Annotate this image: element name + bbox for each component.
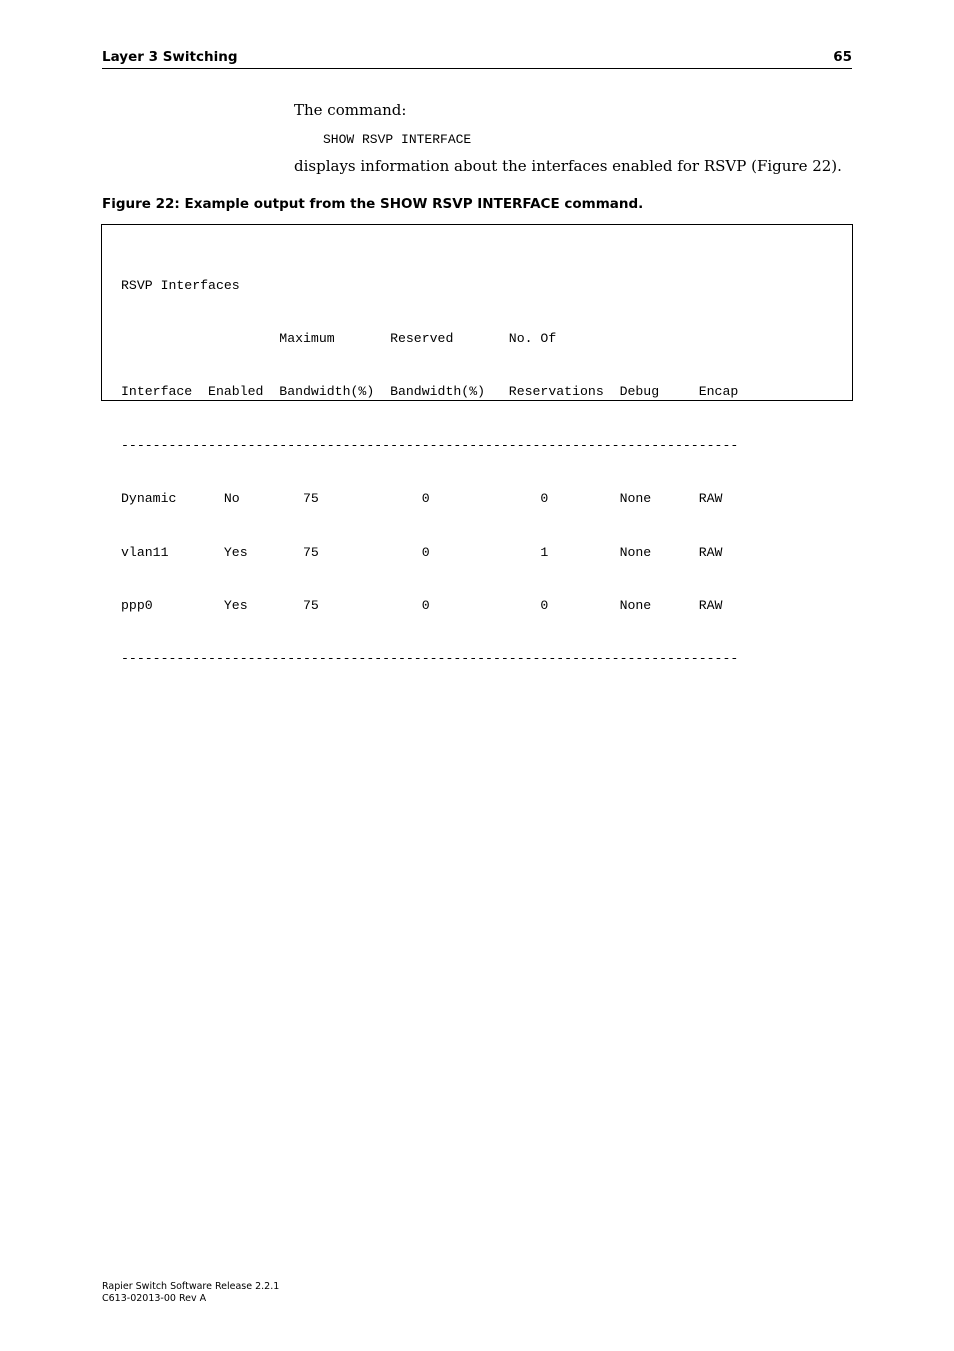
output-row-vlan11: vlan11 Yes 75 0 1 None RAW bbox=[121, 544, 723, 560]
figure-caption: Figure 22: Example output from the SHOW RSVP INTERFACE command. bbox=[102, 196, 644, 212]
command-text: SHOW RSVP INTERFACE bbox=[323, 132, 472, 147]
output-separator-bottom: ------------------------------------------------------------------------------ bbox=[121, 651, 739, 667]
page-number: 65 bbox=[833, 49, 852, 65]
output-header-line-1: Maximum Reserved No. Of bbox=[121, 330, 557, 346]
intro-text: The command: bbox=[294, 101, 407, 119]
section-title: Layer 3 Switching bbox=[102, 49, 238, 65]
description-text: displays information about the interfaces enabled for RSVP (Figure 22). bbox=[294, 157, 842, 175]
output-row-ppp0: ppp0 Yes 75 0 0 None RAW bbox=[121, 597, 723, 613]
footer-release: Rapier Switch Software Release 2.2.1 bbox=[102, 1281, 280, 1292]
output-separator-top: ------------------------------------------------------------------------------ bbox=[121, 437, 739, 453]
page-footer bbox=[102, 1281, 279, 1305]
page-header bbox=[102, 48, 852, 69]
figure-output-box bbox=[101, 224, 853, 667]
output-row-dynamic: Dynamic No 75 0 0 None RAW bbox=[121, 491, 723, 507]
output-header-line-2: Interface Enabled Bandwidth(%) Bandwidth(%) Reservations Debug Encap bbox=[121, 384, 739, 400]
command-output bbox=[121, 241, 738, 704]
output-title-line: RSVP Interfaces bbox=[121, 277, 240, 293]
footer-docnum: C613-02013-00 Rev A bbox=[102, 1293, 207, 1304]
